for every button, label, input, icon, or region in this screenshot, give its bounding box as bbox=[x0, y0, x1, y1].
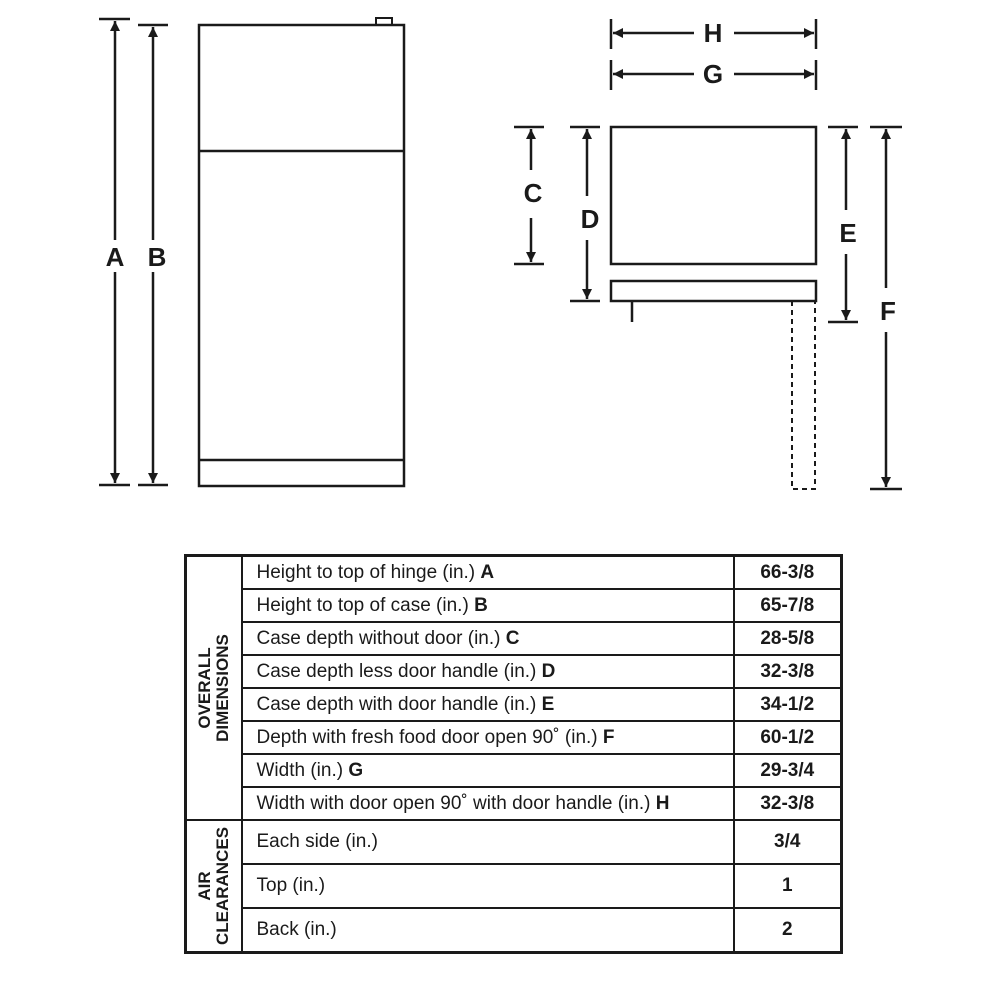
row-value: 28-5/8 bbox=[734, 622, 842, 655]
door-outline bbox=[611, 281, 816, 301]
row-label: Case depth less door handle (in.) D bbox=[242, 655, 734, 688]
label-d: D bbox=[580, 204, 600, 234]
front-view bbox=[199, 18, 404, 486]
table-row bbox=[186, 787, 842, 820]
table-row bbox=[186, 721, 842, 754]
row-value: 32-3/8 bbox=[734, 787, 842, 820]
row-label: Case depth without door (in.) C bbox=[242, 622, 734, 655]
fridge-body bbox=[199, 25, 404, 486]
row-value: 34-1/2 bbox=[734, 688, 842, 721]
row-label: Height to top of hinge (in.) A bbox=[242, 556, 734, 590]
row-label: Height to top of case (in.) B bbox=[242, 589, 734, 622]
label-b: B bbox=[147, 242, 167, 272]
table-row bbox=[186, 589, 842, 622]
label-e: E bbox=[839, 218, 857, 248]
table-row bbox=[186, 820, 842, 864]
row-value: 3/4 bbox=[734, 820, 842, 864]
side-view bbox=[611, 127, 816, 489]
row-value: 1 bbox=[734, 864, 842, 908]
label-g: G bbox=[702, 59, 724, 89]
case-outline bbox=[611, 127, 816, 264]
row-value: 32-3/8 bbox=[734, 655, 842, 688]
row-label: Width with door open 90˚ with door handle (in.) H bbox=[242, 787, 734, 820]
table-row bbox=[186, 622, 842, 655]
label-f: F bbox=[880, 296, 896, 326]
table-row bbox=[186, 688, 842, 721]
table-row bbox=[186, 754, 842, 787]
table-row bbox=[186, 864, 842, 908]
row-value: 60-1/2 bbox=[734, 721, 842, 754]
group-label-overall: OVERALL DIMENSIONS bbox=[194, 634, 232, 742]
row-label: Top (in.) bbox=[242, 864, 734, 908]
label-c: C bbox=[523, 178, 543, 208]
group-label-air: AIR CLEARANCES bbox=[194, 826, 232, 946]
group-overall-dimensions bbox=[186, 556, 242, 821]
table-row bbox=[186, 655, 842, 688]
table-row bbox=[186, 908, 842, 953]
row-value: 2 bbox=[734, 908, 842, 953]
row-label: Case depth with door handle (in.) E bbox=[242, 688, 734, 721]
row-value: 65-7/8 bbox=[734, 589, 842, 622]
table-row bbox=[186, 556, 842, 590]
row-label: Depth with fresh food door open 90˚ (in.) F bbox=[242, 721, 734, 754]
row-label: Back (in.) bbox=[242, 908, 734, 953]
label-h: H bbox=[703, 18, 723, 48]
row-value: 29-3/4 bbox=[734, 754, 842, 787]
group-air-clearances bbox=[186, 820, 242, 953]
dimensions-table bbox=[184, 554, 843, 954]
open-door-outline bbox=[792, 301, 815, 489]
row-label: Each side (in.) bbox=[242, 820, 734, 864]
row-label: Width (in.) G bbox=[242, 754, 734, 787]
label-a: A bbox=[105, 242, 125, 272]
row-value: 66-3/8 bbox=[734, 556, 842, 590]
